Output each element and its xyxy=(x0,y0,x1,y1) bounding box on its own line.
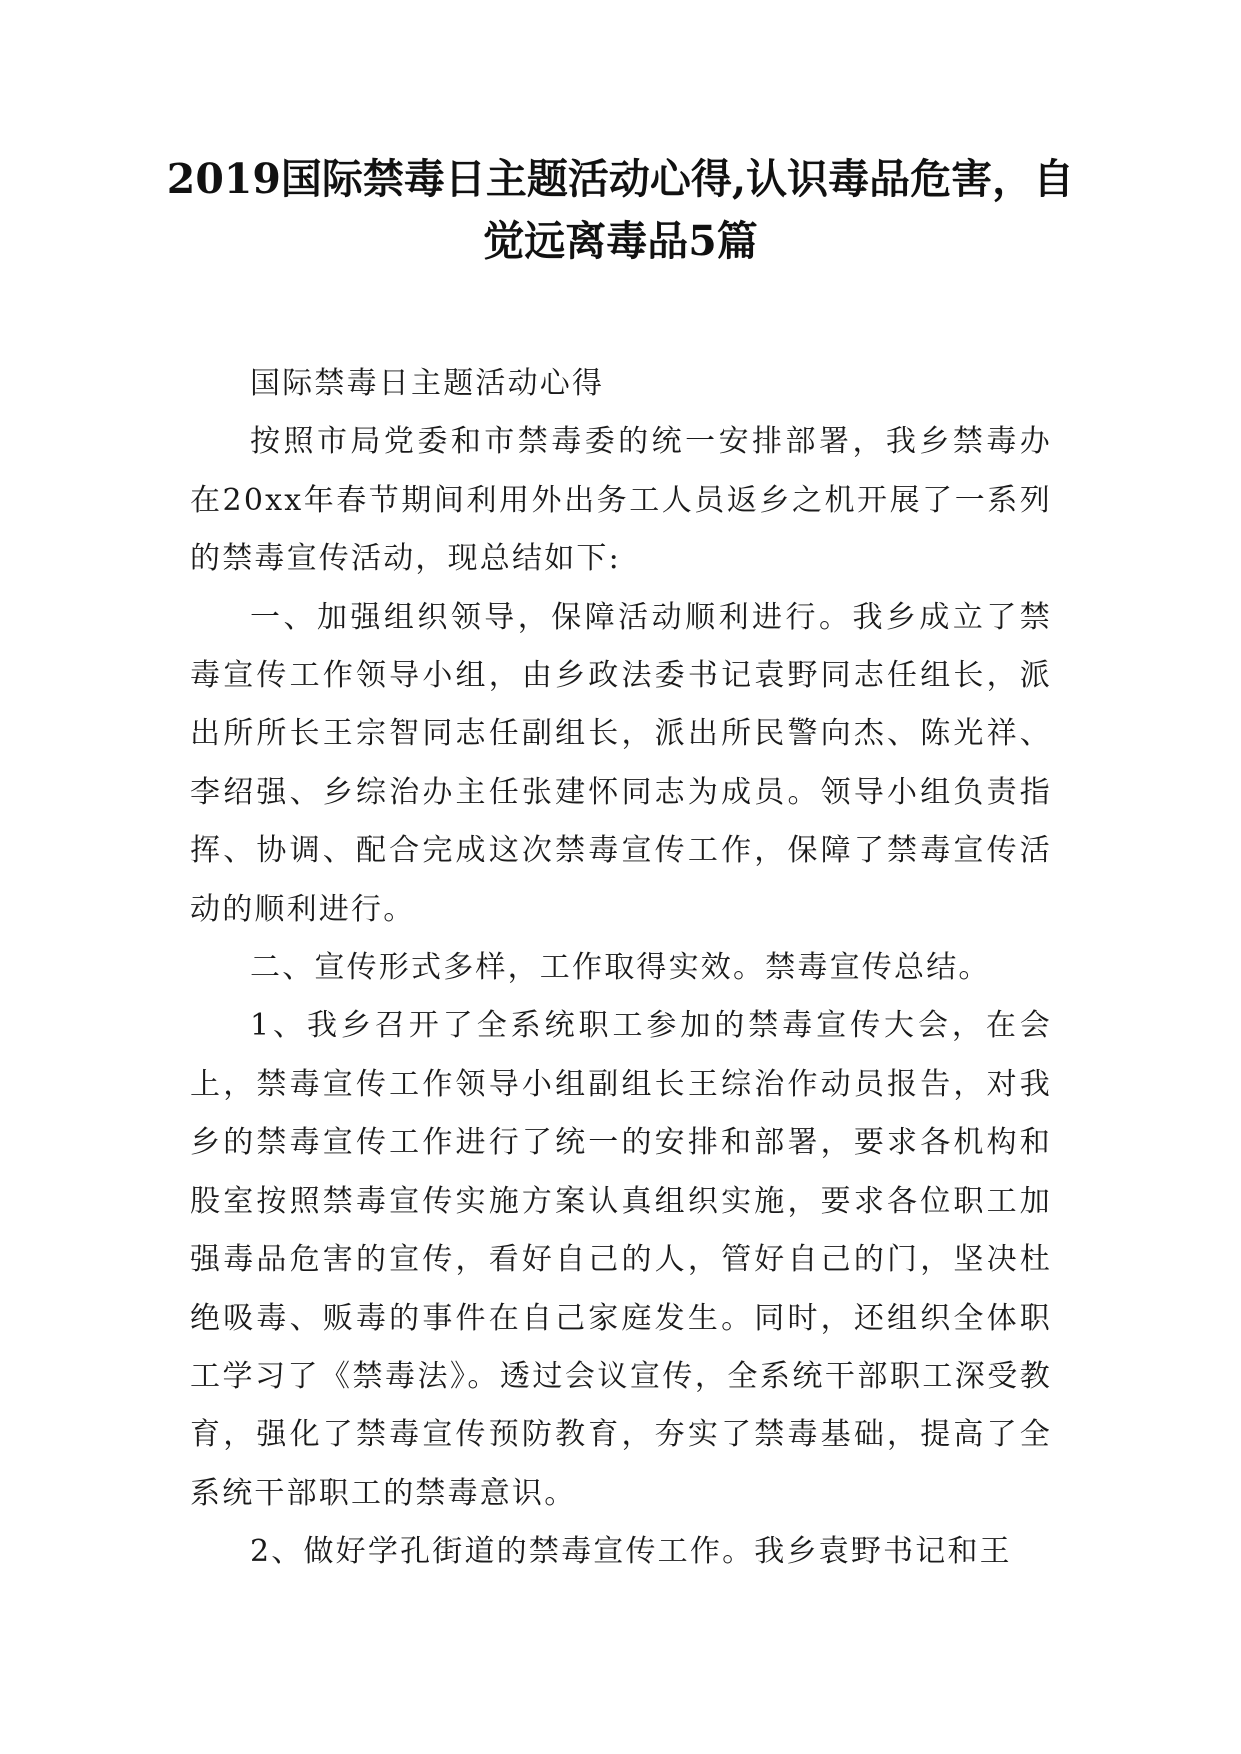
section-heading: 国际禁毒日主题活动心得 xyxy=(250,366,605,401)
body-paragraph-item-1: 1、我乡召开了全系统职工参加的禁毒宣传大会，在会上，禁毒宣传工作领导小组副组长王综治作动员报告，对我乡的禁毒宣传工作进行了统一的安排和部署，要求各机构和股室按照禁毒宣传实施方案认真组织实施，要求各位职工加强毒品危害的宣传，看好自己的人，管好自己的门，坚决杜绝吸毒、贩毒的事件在自己家庭发生。同时，还组织全体职工学习了《禁毒法》。透过会议宣传，全系统干部职工深受教育，强化了禁毒宣传预防教育，夯实了禁毒基础，提高了全系统干部职工的禁毒意识。 xyxy=(190,1008,1052,1511)
body-paragraph-organization: 一、加强组织领导，保障活动顺利进行。我乡成立了禁毒宣传工作领导小组，由乡政法委书记袁野同志任组长，派出所所长王宗智同志任副组长，派出所民警向杰、陈光祥、李绍强、乡综治办主任张建怀同志为成员。领导小组负责指挥、协调、配合完成这次禁毒宣传工作，保障了禁毒宣传活动的顺利进行。 xyxy=(190,599,1052,927)
body-paragraph-intro: 按照市局党委和市禁毒委的统一安排部署，我乡禁毒办在20xx年春节期间利用外出务工人员返乡之机开展了一系列的禁毒宣传活动，现总结如下: xyxy=(190,424,1052,577)
document-body xyxy=(190,355,1052,1582)
body-paragraph-item-2: 2、做好学孔街道的禁毒宣传工作。我乡袁野书记和王 xyxy=(250,1534,1012,1570)
document-title: 2019国际禁毒日主题活动心得,认识毒品危害，自觉远离毒品5篇 xyxy=(166,155,1075,265)
body-paragraph-publicity: 二、宣传形式多样，工作取得实效。禁毒宣传总结。 xyxy=(250,950,991,986)
